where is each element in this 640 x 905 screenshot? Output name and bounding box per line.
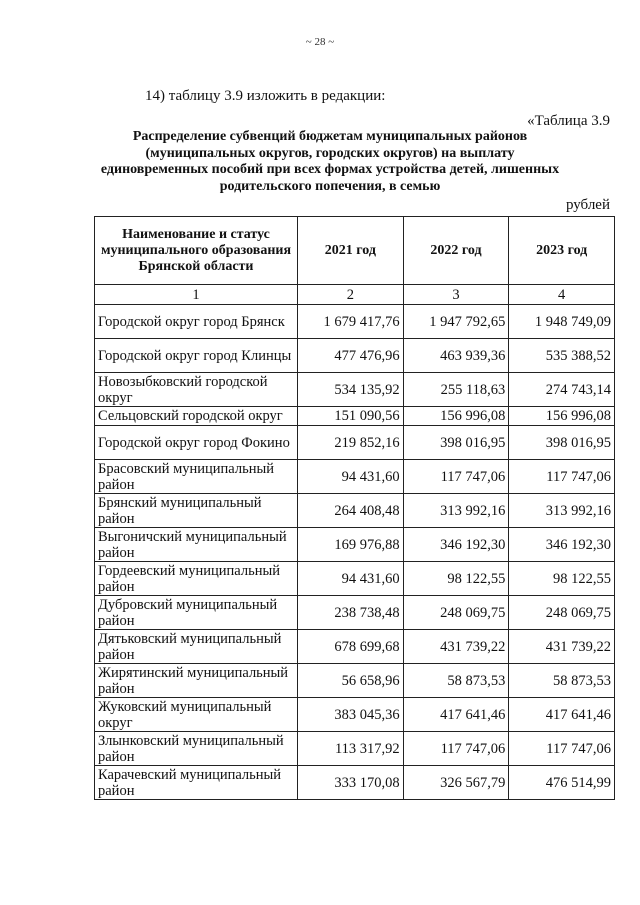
value-2021: 94 431,60 [298, 562, 404, 596]
value-2021: 1 679 417,76 [298, 305, 404, 339]
row-name: Брасовский муниципальный район [95, 460, 298, 494]
header-row [95, 217, 615, 285]
header-name: Наименование и статус муниципального образования Брянской области [95, 217, 298, 285]
table-row [95, 766, 615, 800]
value-2021: 333 170,08 [298, 766, 404, 800]
value-2021: 151 090,56 [298, 407, 404, 426]
value-2021: 219 852,16 [298, 426, 404, 460]
row-name: Городской округ город Клинцы [95, 339, 298, 373]
row-name: Карачевский муниципальный район [95, 766, 298, 800]
value-2022: 398 016,95 [403, 426, 509, 460]
table-row [95, 732, 615, 766]
value-2022: 117 747,06 [403, 732, 509, 766]
value-2021: 169 976,88 [298, 528, 404, 562]
value-2022: 255 118,63 [403, 373, 509, 407]
row-name: Злынковский муниципальный район [95, 732, 298, 766]
value-2021: 238 738,48 [298, 596, 404, 630]
table-reference: «Таблица 3.9 [527, 113, 610, 129]
table-row [95, 528, 615, 562]
value-2022: 117 747,06 [403, 460, 509, 494]
table-row [95, 562, 615, 596]
value-2023: 417 641,46 [509, 698, 615, 732]
row-name: Городской округ город Брянск [95, 305, 298, 339]
table-row [95, 630, 615, 664]
value-2021: 383 045,36 [298, 698, 404, 732]
table-row [95, 596, 615, 630]
row-name: Гордеевский муниципальный район [95, 562, 298, 596]
table-row [95, 460, 615, 494]
value-2022: 98 122,55 [403, 562, 509, 596]
value-2023: 346 192,30 [509, 528, 615, 562]
column-number: 1 [95, 285, 298, 305]
value-2023: 117 747,06 [509, 460, 615, 494]
row-name: Выгоничский муниципальный район [95, 528, 298, 562]
row-name: Дятьковский муниципальный район [95, 630, 298, 664]
row-name: Жирятинский муниципальный район [95, 664, 298, 698]
header-2023: 2023 год [509, 217, 615, 285]
table-row [95, 339, 615, 373]
value-2023: 1 948 749,09 [509, 305, 615, 339]
column-number: 3 [403, 285, 509, 305]
table-row [95, 494, 615, 528]
value-2022: 431 739,22 [403, 630, 509, 664]
table-row [95, 373, 615, 407]
row-name: Брянский муниципальный район [95, 494, 298, 528]
header-2022: 2022 год [403, 217, 509, 285]
value-2023: 535 388,52 [509, 339, 615, 373]
table-row [95, 426, 615, 460]
row-name: Дубровский муниципальный район [95, 596, 298, 630]
value-2023: 476 514,99 [509, 766, 615, 800]
unit-label: рублей [565, 197, 610, 213]
header-2021: 2021 год [298, 217, 404, 285]
value-2022: 313 992,16 [403, 494, 509, 528]
subsidy-table [94, 216, 615, 800]
value-2021: 94 431,60 [298, 460, 404, 494]
value-2023: 274 743,14 [509, 373, 615, 407]
value-2021: 264 408,48 [298, 494, 404, 528]
row-name: Городской округ город Фокино [95, 426, 298, 460]
table-row [95, 664, 615, 698]
value-2022: 346 192,30 [403, 528, 509, 562]
value-2023: 58 873,53 [509, 664, 615, 698]
value-2022: 58 873,53 [403, 664, 509, 698]
value-2022: 417 641,46 [403, 698, 509, 732]
edit-instruction: 14) таблицу 3.9 изложить в редакции: [145, 88, 386, 104]
value-2023: 248 069,75 [509, 596, 615, 630]
value-2021: 113 317,92 [298, 732, 404, 766]
row-name: Новозыбковский городской округ [95, 373, 298, 407]
page-number: ~ 28 ~ [305, 36, 335, 48]
value-2023: 398 016,95 [509, 426, 615, 460]
column-number-row [95, 285, 615, 305]
value-2023: 431 739,22 [509, 630, 615, 664]
table-row [95, 698, 615, 732]
value-2022: 463 939,36 [403, 339, 509, 373]
table-row [95, 305, 615, 339]
value-2022: 326 567,79 [403, 766, 509, 800]
table-title: Распределение субвенций бюджетам муниципальных районов (муниципальных округов, городских округов) на выплату единовременных пособий при всех формах устройства детей, лишенных родительского попечения, в семью [100, 129, 560, 194]
value-2023: 313 992,16 [509, 494, 615, 528]
column-number: 2 [298, 285, 404, 305]
column-number: 4 [509, 285, 615, 305]
value-2023: 98 122,55 [509, 562, 615, 596]
value-2021: 534 135,92 [298, 373, 404, 407]
value-2022: 1 947 792,65 [403, 305, 509, 339]
value-2022: 156 996,08 [403, 407, 509, 426]
table-row [95, 407, 615, 426]
value-2021: 477 476,96 [298, 339, 404, 373]
value-2023: 156 996,08 [509, 407, 615, 426]
value-2021: 56 658,96 [298, 664, 404, 698]
row-name: Сельцовский городской округ [95, 407, 298, 426]
row-name: Жуковский муниципальный округ [95, 698, 298, 732]
value-2023: 117 747,06 [509, 732, 615, 766]
value-2021: 678 699,68 [298, 630, 404, 664]
value-2022: 248 069,75 [403, 596, 509, 630]
